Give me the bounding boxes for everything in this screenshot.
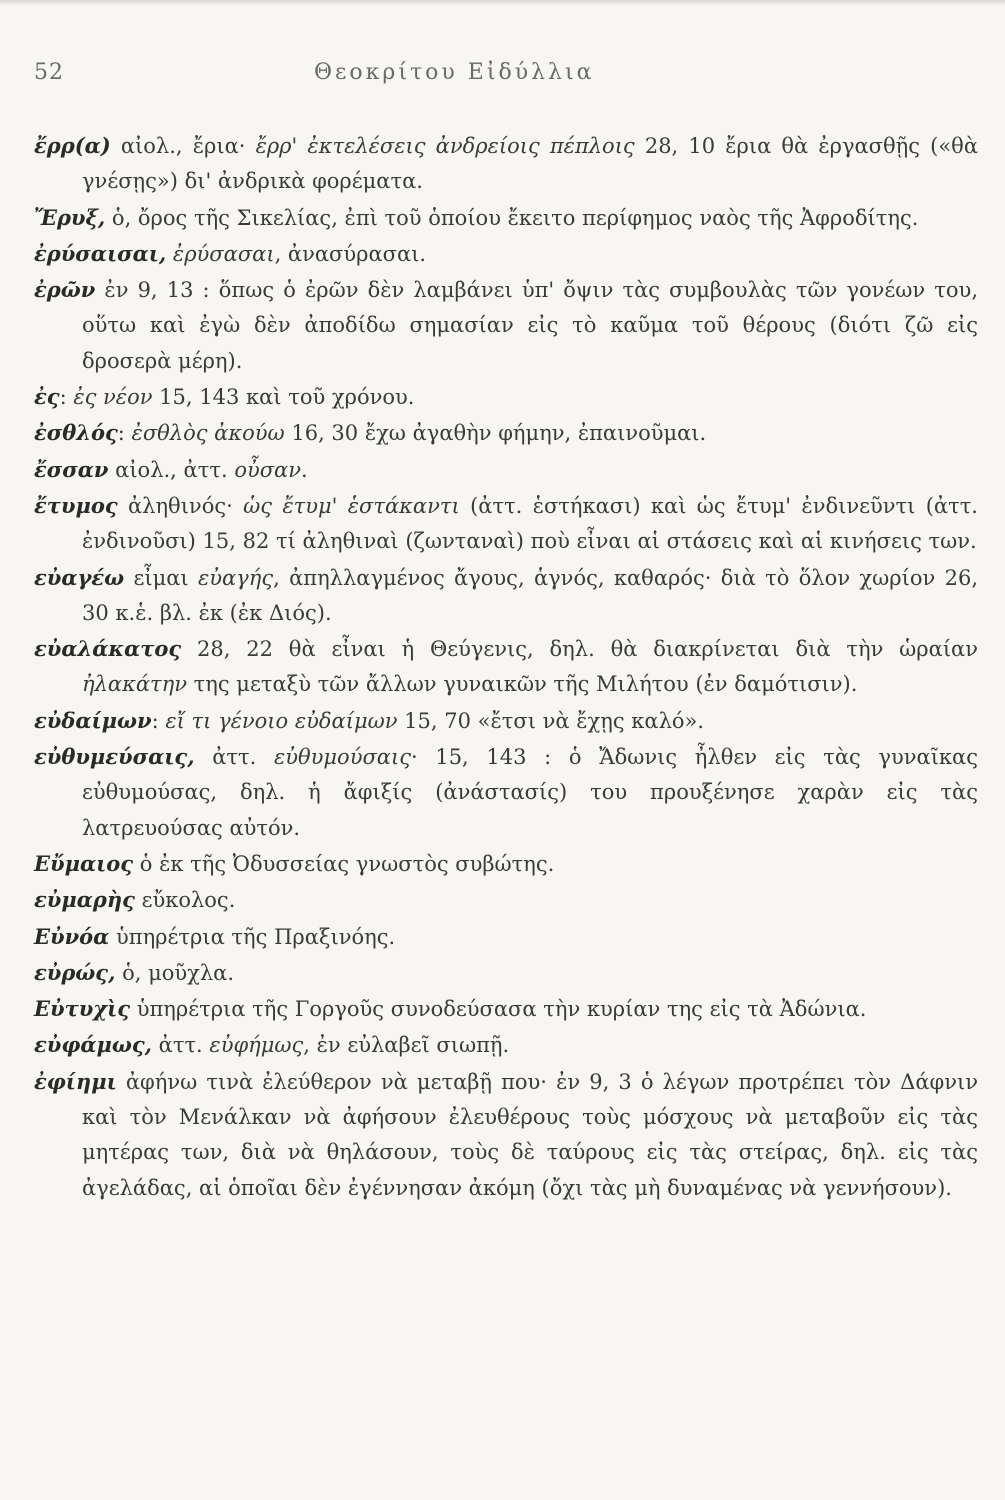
glossary-entry <box>34 631 978 703</box>
definition-text: ἀττ. <box>194 745 274 770</box>
definition-text: της μεταξὺ τῶν ἄλλων γυναικῶν τῆς Μιλήτου (ἐν δαμότισιν). <box>187 672 858 697</box>
headword: ἔσσαν <box>34 456 109 482</box>
definition-italic: ὡς ἔτυμ' ἑστάκαντι <box>243 493 460 518</box>
running-title: Θεοκρίτου Εἰδύλλια <box>314 60 595 85</box>
headword: Εὐνόα <box>34 923 110 949</box>
definition-italic: ἐρύσασαι <box>172 241 275 266</box>
definition-italic: εὐαγής <box>197 565 274 590</box>
headword: Εὔμαιος <box>34 850 134 876</box>
glossary-entry <box>34 846 978 882</box>
headword: ἐρύσαισαι, <box>34 240 167 266</box>
headword: Ἔρυξ, <box>34 204 106 230</box>
glossary-entry <box>34 128 978 200</box>
headword: ἔτυμος <box>34 492 118 518</box>
headword: εὐμαρὴς <box>34 887 135 913</box>
headword: ἐρῶν <box>34 277 96 303</box>
glossary-entry <box>34 200 978 236</box>
definition-text: , ἀνασύρασαι. <box>274 241 427 266</box>
glossary-entry <box>34 560 978 632</box>
definition-text: 15, 143 καὶ τοῦ χρόνου. <box>152 385 415 410</box>
definition-text: , ἀπηλλαγμένος ἄγους, ἁγνός, καθαρός· διὰ τὸ ὅλον χωρίον 26, 30 κ.ἑ. βλ. ἐκ (ἐκ Διός). <box>82 565 978 625</box>
definition-text: εἶμαι <box>124 565 198 590</box>
definition-text: ἀληθινός· <box>117 493 244 518</box>
definition-text: ἐν 9, 13 : ὅπως ὁ ἐρῶν δὲν λαμβάνει ὑπ' ὄψιν τὰς συμβουλὰς τῶν γονέων του, οὕτω καὶ ἐγὼ δὲν ἀποδίδω σημασίαν εἰς τὸ καῦμα τοῦ θέρους (διότι ζῶ εἰς δροσερὰ μέρη). <box>82 278 978 373</box>
headword: εὐφάμως, <box>34 1032 152 1058</box>
definition-text: αἰολ., ἔρια· <box>110 134 256 158</box>
headword: Εὐτυχὶς <box>34 996 131 1022</box>
glossary-entry <box>34 236 978 272</box>
glossary-entry <box>34 415 978 451</box>
glossary-entry <box>34 739 978 846</box>
definition-text: . <box>301 457 308 482</box>
definition-italic: εὐφήμως <box>209 1033 304 1058</box>
glossary-entry <box>34 1027 978 1063</box>
definition-text: ἀττ. <box>151 1033 210 1058</box>
headword: εὐαλάκατος <box>34 636 182 662</box>
headword: εὐρώς, <box>34 959 116 985</box>
glossary-entries <box>34 128 978 1206</box>
definition-text: : <box>151 708 166 733</box>
definition-text: 16, 30 ἔχω ἀγαθὴν φήμην, ἐπαινοῦμαι. <box>284 421 707 446</box>
definition-text: 28, 22 θὰ εἶναι ἡ Θεύγενις, δηλ. θὰ διακρίνεται διὰ τὴν ὡραίαν <box>181 637 978 662</box>
definition-italic: εὐθυμούσαις <box>273 745 411 770</box>
definition-text: · 15, 143 : ὁ Ἄδωνις ἦλθεν εἰς τὰς γυναῖκας εὐθυμούσας, δηλ. ἡ ἄφιξίς (ἀνάστασίς) του προυξένησε χαρὰν εἰς τὰς λατρευούσας αὐτόν. <box>82 745 978 840</box>
definition-text: , ἐν εὐλαβεῖ σιωπῇ. <box>303 1033 510 1058</box>
definition-text <box>166 242 173 266</box>
page-top-edge <box>0 0 1005 6</box>
definition-text: : <box>59 385 74 410</box>
headword: εὐδαίμων <box>34 707 152 733</box>
definition-text: ἀφήνω τινὰ ἐλεύθερον νὰ μεταβῇ που· ἐν 9, 3 ὁ λέγων προτρέπει τὸν Δάφνιν καὶ τὸν Μενάλκαν νὰ ἀφήσουν ἐλευθέρους τοὺς μόσχους νὰ μεταβοῦν εἰς τὰς μητέρας των, διὰ νὰ θηλάσουν, τοὺς δὲ ταύρους εἰς τὰς στείρας, δηλ. εἰς τὰς ἀγελάδας, αἱ ὁποῖαι δὲν ἐγέννησαν ἀκόμη (ὄχι τὰς μὴ δυναμένας νὰ γεννήσουν). <box>82 1069 978 1200</box>
definition-italic: ἔρρ' ἐκτελέσεις ἀνδρείοις πέπλοις <box>255 134 635 158</box>
glossary-entry <box>34 955 978 991</box>
definition-text: (ἀττ. ἑστήκασι) καὶ ὡς ἔτυμ' ἐνδινεῦντι (ἀττ. ἐνδινοῦσι) 15, 82 τί ἀληθιναὶ (ζωνταναὶ) ποὺ εἶναι αἱ στάσεις καὶ αἱ κινήσεις των. <box>82 493 978 554</box>
definition-text: 15, 70 «ἔτσι νὰ ἔχῃς καλό». <box>397 708 705 733</box>
page-header <box>34 60 974 94</box>
headword: εὐθυμεύσαις, <box>34 744 195 770</box>
definition-italic: ἠλακάτην <box>82 672 187 697</box>
definition-text: αἰολ., ἀττ. <box>108 457 235 482</box>
glossary-entry <box>34 488 978 560</box>
glossary-entry <box>34 1064 978 1206</box>
glossary-entry <box>34 991 978 1027</box>
glossary-entry <box>34 452 978 488</box>
definition-text: ὁ ἐκ τῆς Ὀδυσσείας γνωστὸς συβώτης. <box>133 851 555 876</box>
headword: ἐφίημι <box>34 1068 117 1094</box>
definition-text: ὑπηρέτρια τῆς Γοργοῦς συνοδεύσασα τὴν κυρίαν της εἰς τὰ Ἀδώνια. <box>130 997 867 1022</box>
definition-italic: ἐσθλὸς ἀκούω <box>131 421 285 446</box>
glossary-entry <box>34 379 978 415</box>
definition-text: ὑπηρέτρια τῆς Πραξινόης. <box>109 924 396 949</box>
definition-italic: ἐς νέον <box>73 385 153 410</box>
definition-italic: εἴ τι γένοιο εὐδαίμων <box>165 708 398 733</box>
definition-text: ὁ, ὄρος τῆς Σικελίας, ἐπὶ τοῦ ὁποίου ἔκειτο περίφημος ναὸς τῆς Ἀφροδίτης. <box>105 205 919 230</box>
glossary-entry <box>34 919 978 955</box>
definition-text: 28, 10 ἔρια θὰ ἐργασθῇς («θὰ γνέσῃς») δι' ἀνδρικὰ φορέματα. <box>82 134 979 194</box>
definition-text: ὁ, μοῦχλα. <box>115 960 235 985</box>
headword: ἔρρ(α) <box>34 133 111 158</box>
glossary-entry <box>34 703 978 739</box>
glossary-entry <box>34 272 978 379</box>
headword: ἐς <box>34 384 60 410</box>
definition-text: εὔκολος. <box>134 888 236 913</box>
definition-italic: οὖσαν <box>234 457 302 482</box>
definition-text: : <box>117 421 132 446</box>
page-number: 52 <box>34 60 64 85</box>
headword: εὐαγέω <box>34 564 125 590</box>
headword: ἐσθλός <box>34 420 118 446</box>
glossary-entry <box>34 882 978 918</box>
